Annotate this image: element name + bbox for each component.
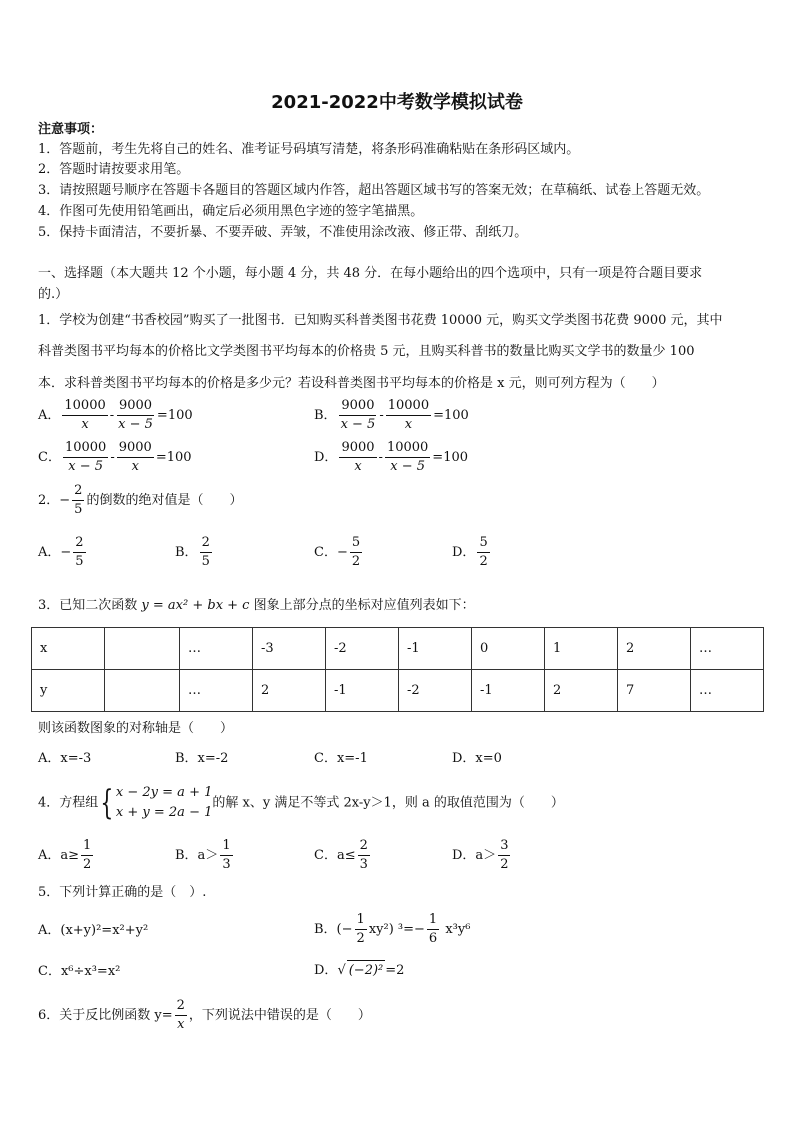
table-cell: x bbox=[32, 628, 105, 670]
option-label: B． bbox=[314, 408, 337, 423]
notice-item: 2．答题时请按要求用笔。 bbox=[38, 162, 190, 177]
q2-option-d[interactable]: D． $\frac{5}{2}$ bbox=[452, 535, 488, 569]
value-table bbox=[31, 627, 764, 712]
table-cell: 0 bbox=[472, 628, 545, 670]
q2-option-c[interactable]: C．− $\frac{5}{2}$ bbox=[314, 535, 361, 569]
fraction: $\frac{1}{2}$ bbox=[83, 838, 92, 872]
q5-option-b[interactable]: B．(− $\frac{1}{2}$ xy²) ³=− $\frac{1}{6}$ x³y⁶ bbox=[314, 912, 471, 946]
q2-option-a[interactable]: A．− $\frac{2}{5}$ bbox=[38, 535, 84, 569]
table-cell: y bbox=[32, 670, 105, 712]
question-1-line1: 1．学校为创建“书香校园”购买了一批图书．已知购买科普类图书花费 10000 元，购买文学类图书花费 9000 元，其中 bbox=[38, 313, 723, 328]
table-cell: -1 bbox=[472, 670, 545, 712]
q5-option-c[interactable]: C．x⁶÷x³=x² bbox=[38, 964, 121, 979]
fraction: $\frac{10000}{x}$ bbox=[387, 398, 430, 432]
q1-option-b[interactable]: B． $\frac{9000}{x - 5}$ - $\frac{10000}{x}$ =100 bbox=[314, 398, 469, 432]
question-6: 6．关于反比例函数 y= $\frac{2}{x}$ ，下列说法中错误的是（ ） bbox=[38, 998, 371, 1032]
table-cell: 2 bbox=[618, 628, 691, 670]
table-row bbox=[32, 670, 764, 712]
q3-option-c[interactable]: C．x=-1 bbox=[314, 751, 368, 766]
fraction: $\frac{2}{5}$ bbox=[75, 535, 84, 569]
section-heading: 一、选择题（本大题共 12 个小题，每小题 4 分，共 48 分．在每小题给出的四个选项中，只有一项是符合题目要求 bbox=[38, 266, 703, 281]
table-cell: -1 bbox=[399, 628, 472, 670]
table-cell: 1 bbox=[545, 628, 618, 670]
fraction: $\frac{9000}{x - 5}$ bbox=[340, 398, 376, 432]
page-title: 2021-2022中考数学模拟试卷 bbox=[271, 92, 523, 113]
fraction: $\frac{2}{5}$ bbox=[201, 535, 210, 569]
table-cell: … bbox=[691, 670, 764, 712]
q4-option-a[interactable]: A．a≥ $\frac{1}{2}$ bbox=[38, 838, 92, 872]
table-cell: -1 bbox=[326, 670, 399, 712]
question-4: 4．方程组{ x − 2y = a + 1 x + y = 2a − 1 的解 x、y 满足不等式 2x-y＞1，则 a 的取值范围为（ ） bbox=[38, 783, 564, 823]
table-cell bbox=[105, 670, 180, 712]
table-cell: -2 bbox=[399, 670, 472, 712]
fraction: $\frac{2}{5}$ bbox=[74, 483, 83, 517]
option-label: C． bbox=[38, 450, 61, 465]
fraction: $\frac{9000}{x}$ bbox=[341, 440, 375, 474]
q2-option-b[interactable]: B． $\frac{2}{5}$ bbox=[175, 535, 210, 569]
q1-option-d[interactable]: D． $\frac{9000}{x}$ - $\frac{10000}{x - 5}$ =100 bbox=[314, 440, 469, 474]
section-heading-cont: 的.） bbox=[38, 287, 69, 302]
option-label: A． bbox=[38, 408, 61, 423]
fraction: $\frac{1}{3}$ bbox=[222, 838, 231, 872]
brace: { bbox=[100, 783, 114, 823]
question-5: 5．下列计算正确的是（ ）. bbox=[38, 885, 207, 900]
table-cell: … bbox=[691, 628, 764, 670]
fraction: $\frac{5}{2}$ bbox=[351, 535, 361, 569]
notice-heading: 注意事项： bbox=[38, 122, 104, 137]
notice-item: 3．请按照题号顺序在答题卡各题目的答题区域内作答，超出答题区域书写的答案无效；在草稿纸、试卷上答题无效。 bbox=[38, 183, 710, 198]
q3-option-d[interactable]: D．x=0 bbox=[452, 751, 502, 766]
table-cell bbox=[105, 628, 180, 670]
table-cell: 7 bbox=[618, 670, 691, 712]
q3-option-b[interactable]: B．x=-2 bbox=[175, 751, 229, 766]
fraction: $\frac{9000}{x}$ bbox=[118, 440, 152, 474]
fraction: $\frac{1}{6}$ bbox=[428, 912, 438, 946]
table-cell: … bbox=[180, 670, 253, 712]
question-3: 3．已知二次函数 y = ax² + bx + c 图象上部分点的坐标对应值列表如下： bbox=[38, 598, 475, 613]
fraction: $\frac{3}{2}$ bbox=[500, 838, 509, 872]
table-cell: 2 bbox=[253, 670, 326, 712]
equation-system: x − 2y = a + 1 x + y = 2a − 1 bbox=[115, 785, 213, 820]
q4-option-c[interactable]: C．a≤ $\frac{2}{3}$ bbox=[314, 838, 368, 872]
notice-item: 5．保持卡面清洁，不要折暴、不要弄破、弄皱，不准使用涂改液、修正带、刮纸刀。 bbox=[38, 225, 528, 240]
notice-item: 4．作图可先使用铅笔画出，确定后必须用黑色字迹的签字笔描黑。 bbox=[38, 204, 424, 219]
question-2: 2．− $\frac{2}{5}$ 的倒数的绝对值是（ ） bbox=[38, 483, 243, 517]
q5-option-d[interactable]: D．√ (−2)² =2 bbox=[314, 960, 404, 981]
table-cell: … bbox=[180, 628, 253, 670]
question-3-ask: 则该函数图象的对称轴是（ ） bbox=[38, 721, 234, 736]
sqrt-icon: √ bbox=[337, 963, 346, 978]
table-row bbox=[32, 628, 764, 670]
q5-option-a[interactable]: A．(x+y)²=x²+y² bbox=[38, 923, 149, 938]
table-cell: -2 bbox=[326, 628, 399, 670]
q4-option-b[interactable]: B．a＞ $\frac{1}{3}$ bbox=[175, 838, 231, 872]
fraction: $\frac{10000}{x - 5}$ bbox=[386, 440, 429, 474]
fraction: $\frac{5}{2}$ bbox=[479, 535, 488, 569]
fraction: $\frac{1}{2}$ bbox=[356, 912, 365, 946]
option-label: D． bbox=[314, 450, 338, 465]
q1-option-a[interactable]: A． $\frac{10000}{x}$ - $\frac{9000}{x - 5}$ =100 bbox=[38, 398, 193, 432]
question-1-line3: 本．求科普类图书平均每本的价格是多少元？若设科普类图书平均每本的价格是 x 元，则可列方程为（ ） bbox=[38, 376, 665, 391]
table-cell: 2 bbox=[545, 670, 618, 712]
table-cell: -3 bbox=[253, 628, 326, 670]
q1-option-c[interactable]: C． $\frac{10000}{x - 5}$ - $\frac{9000}{x}$ =100 bbox=[38, 440, 192, 474]
question-1-line2: 科普类图书平均每本的价格比文学类图书平均每本的价格贵 5 元，且购买科普书的数量比购买文学书的数量少 100 bbox=[38, 344, 695, 359]
notice-item: 1．答题前，考生先将自己的姓名、准考证号码填写清楚，将条形码准确粘贴在条形码区域内。 bbox=[38, 142, 580, 157]
radicand: (−2)² bbox=[347, 960, 386, 981]
fraction: $\frac{2}{3}$ bbox=[359, 838, 368, 872]
fraction: $\frac{10000}{x}$ bbox=[64, 398, 106, 432]
fraction: $\frac{9000}{x - 5}$ bbox=[118, 398, 153, 432]
q4-option-d[interactable]: D．a＞ $\frac{3}{2}$ bbox=[452, 838, 509, 872]
quadratic-function: y = ax² + bx + c bbox=[141, 598, 250, 613]
fraction: $\frac{2}{x}$ bbox=[176, 998, 185, 1032]
fraction: $\frac{10000}{x - 5}$ bbox=[64, 440, 107, 474]
q3-option-a[interactable]: A．x=-3 bbox=[38, 751, 92, 766]
